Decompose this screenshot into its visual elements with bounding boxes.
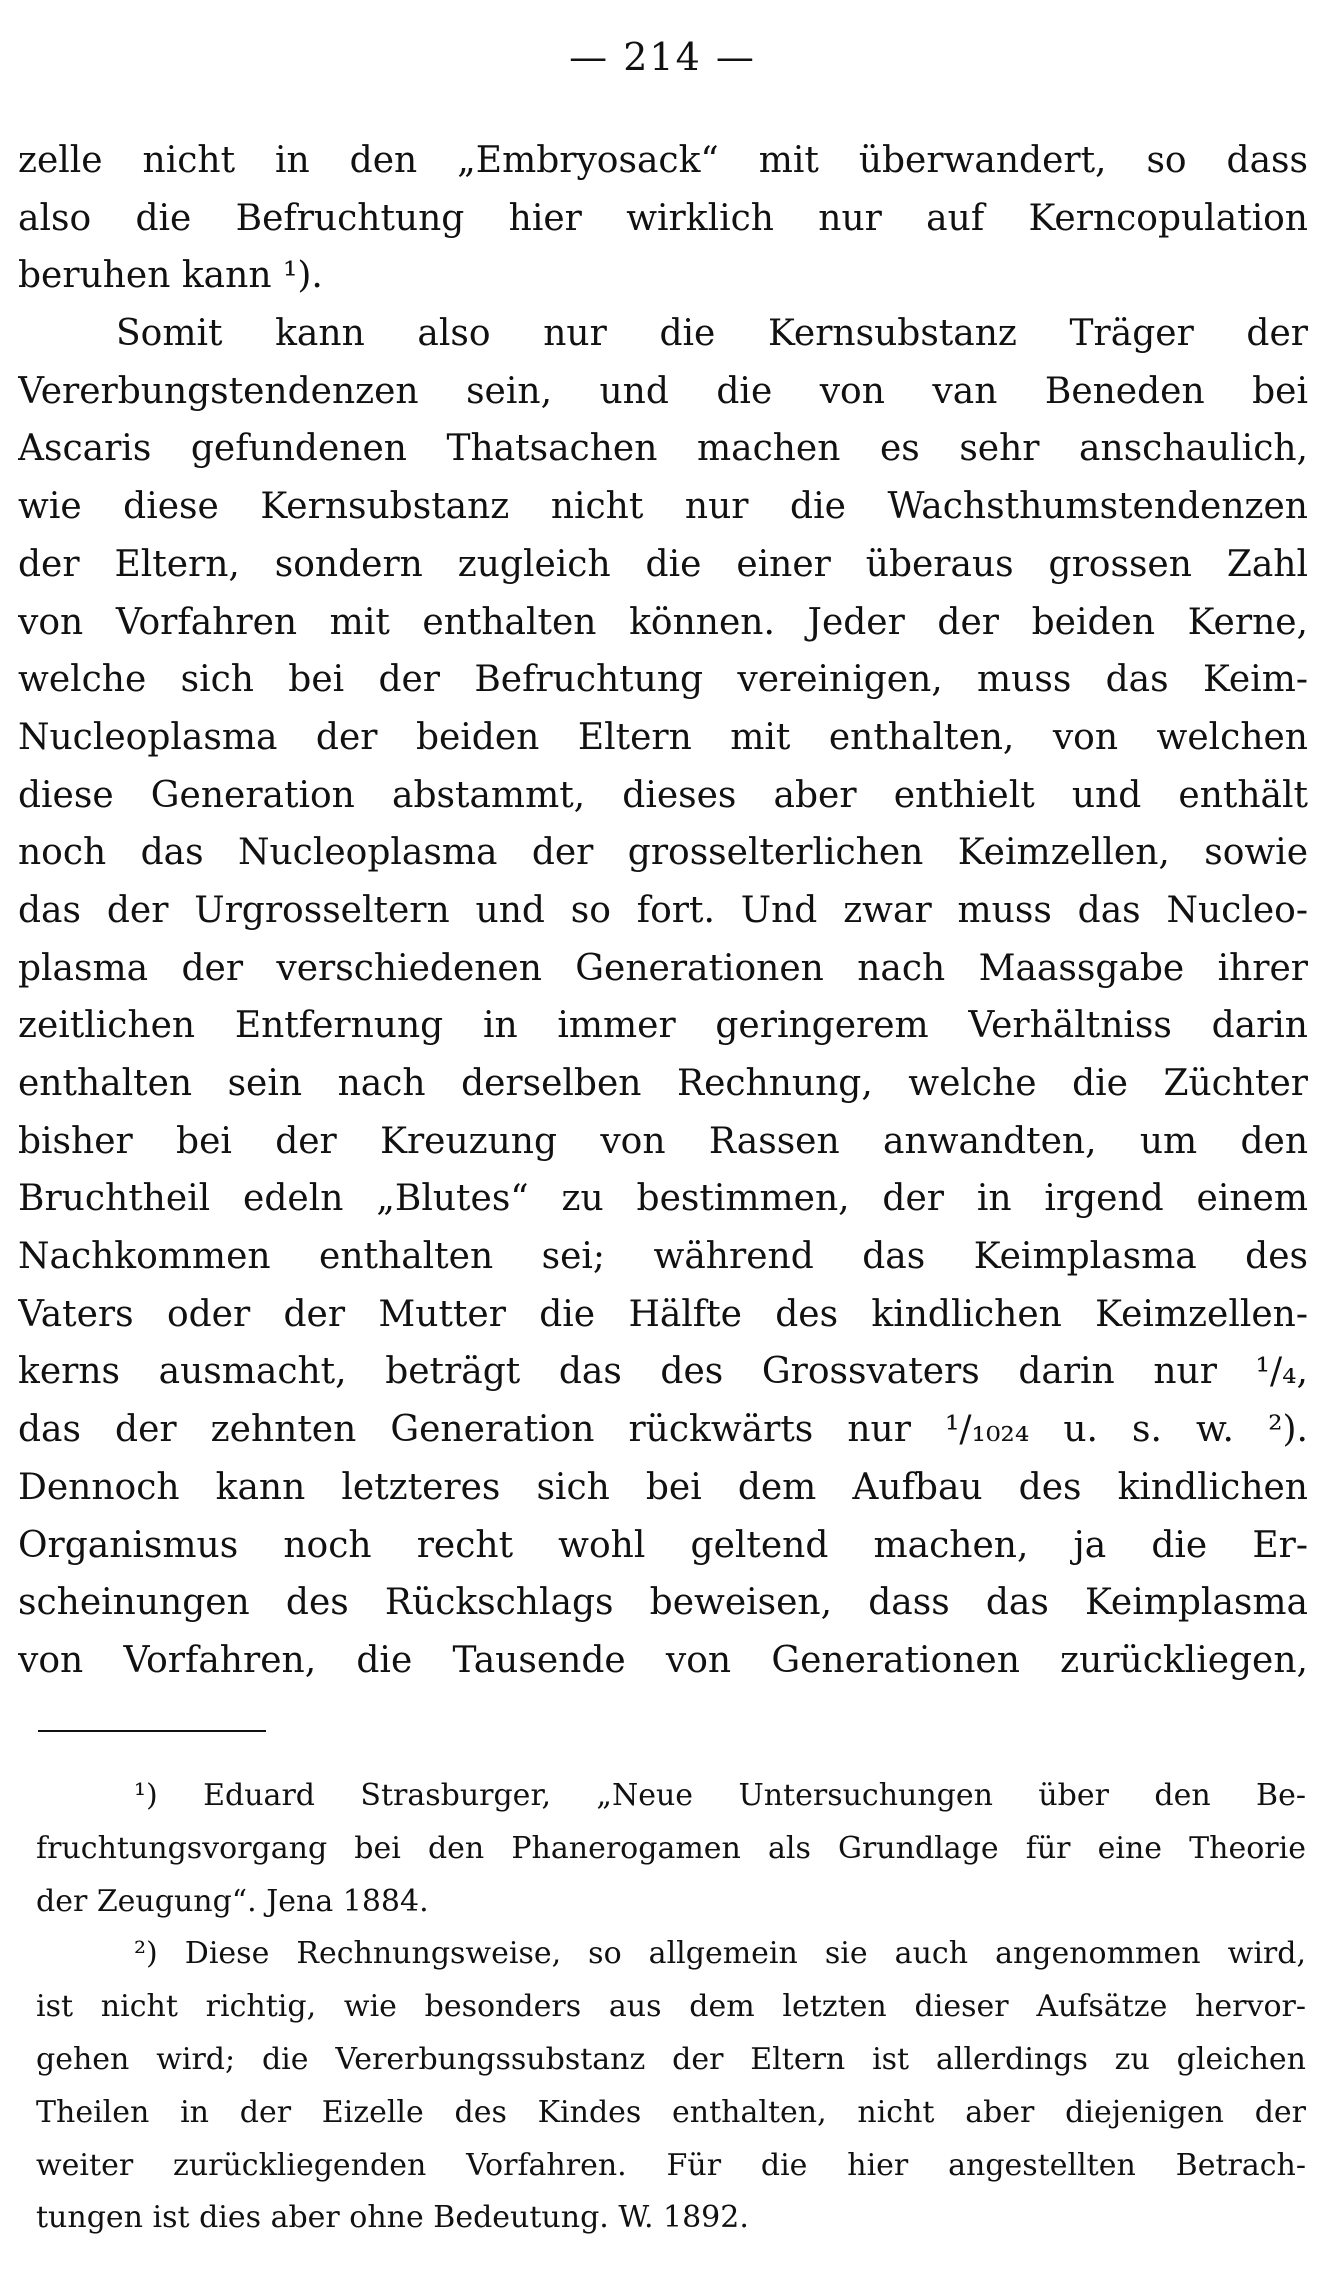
body-line: zelle nicht in den „Embryosack“ mit überwandert, so dass — [18, 140, 1308, 181]
body-line: noch das Nucleoplasma der grosselterlichen Keimzellen, sowie — [18, 832, 1308, 874]
footnote-divider — [38, 1730, 266, 1732]
footnote-line: der Zeugung“. Jena 1884. — [36, 1883, 429, 1919]
body-line: beruhen kann ¹). — [18, 255, 323, 297]
footnote-line: Theilen in der Eizelle des Kindes enthalten, nicht aber diejenigen der — [36, 2094, 1306, 2130]
body-line: plasma der verschiedenen Generationen nach Maassgabe ihrer — [18, 947, 1308, 989]
body-line: von Vorfahren mit enthalten können. Jeder der beiden Kerne, — [18, 601, 1308, 643]
body-line: wie diese Kernsubstanz nicht nur die Wachsthumstendenzen — [18, 486, 1308, 528]
body-line: Ascaris gefundenen Thatsachen machen es sehr anschaulich, — [18, 428, 1308, 470]
footnote-line: ist nicht richtig, wie besonders aus dem letzten dieser Aufsätze hervor- — [36, 1989, 1306, 2025]
body-line: das der zehnten Generation rückwärts nur ¹/₁₀₂₄ u. s. w. ²). — [18, 1409, 1308, 1451]
body-text — [18, 132, 1308, 1690]
body-line: der Eltern, sondern zugleich die einer überaus grossen Zahl — [18, 543, 1308, 585]
body-line: zeitlichen Entfernung in immer geringerem Verhältniss darin — [18, 1005, 1308, 1047]
body-line: diese Generation abstammt, dieses aber enthielt und enthält — [18, 774, 1308, 816]
body-line: Bruchtheil edeln „Blutes“ zu bestimmen, der in irgend einem — [18, 1178, 1308, 1220]
page-number: — 214 — — [569, 35, 756, 79]
body-line: welche sich bei der Befruchtung vereinigen, muss das Keim- — [18, 659, 1308, 701]
body-line: enthalten sein nach derselben Rechnung, welche die Züchter — [18, 1063, 1308, 1104]
body-line: Nachkommen enthalten sei; während das Keimplasma des — [18, 1236, 1308, 1278]
body-line: Vererbungstendenzen sein, und die von van Beneden bei — [18, 370, 1308, 412]
footnote-line: weiter zurückliegenden Vorfahren. Für die hier angestellten Betrach- — [36, 2147, 1306, 2183]
footnote-line: ²) Diese Rechnungsweise, so allgemein sie auch angenommen wird, — [134, 1936, 1306, 1972]
footnote-line: ¹) Eduard Strasburger, „Neue Untersuchungen über den Be- — [134, 1778, 1306, 1813]
body-line: Nucleoplasma der beiden Eltern mit enthalten, von welchen — [18, 716, 1308, 758]
body-line: bisher bei der Kreuzung von Rassen anwandten, um den — [18, 1120, 1308, 1162]
body-line: also die Befruchtung hier wirklich nur auf Kerncopulation — [18, 197, 1308, 239]
footnote-line: gehen wird; die Vererbungssubstanz der Eltern ist allerdings zu gleichen — [36, 2041, 1306, 2077]
body-line: Dennoch kann letzteres sich bei dem Aufbau des kindlichen — [18, 1466, 1308, 1508]
body-line: Organismus noch recht wohl geltend machen, ja die Er- — [18, 1524, 1308, 1566]
footnote-line: fruchtungsvorgang bei den Phanerogamen als Grundlage für eine Theorie — [36, 1830, 1306, 1866]
body-line: das der Urgrosseltern und so fort. Und zwar muss das Nucleo- — [18, 889, 1308, 931]
body-line: von Vorfahren, die Tausende von Generationen zurückliegen, — [18, 1639, 1308, 1681]
body-line: scheinungen des Rückschlags beweisen, dass das Keimplasma — [18, 1582, 1308, 1624]
body-line: Vaters oder der Mutter die Hälfte des kindlichen Keimzellen- — [18, 1293, 1308, 1335]
body-line: kerns ausmacht, beträgt das des Grossvaters darin nur ¹/₄, — [18, 1351, 1308, 1393]
body-line: Somit kann also nur die Kernsubstanz Träger der — [116, 313, 1308, 355]
footnotes — [36, 1770, 1306, 2245]
footnote-line: tungen ist dies aber ohne Bedeutung. W. 1892. — [36, 2200, 749, 2236]
